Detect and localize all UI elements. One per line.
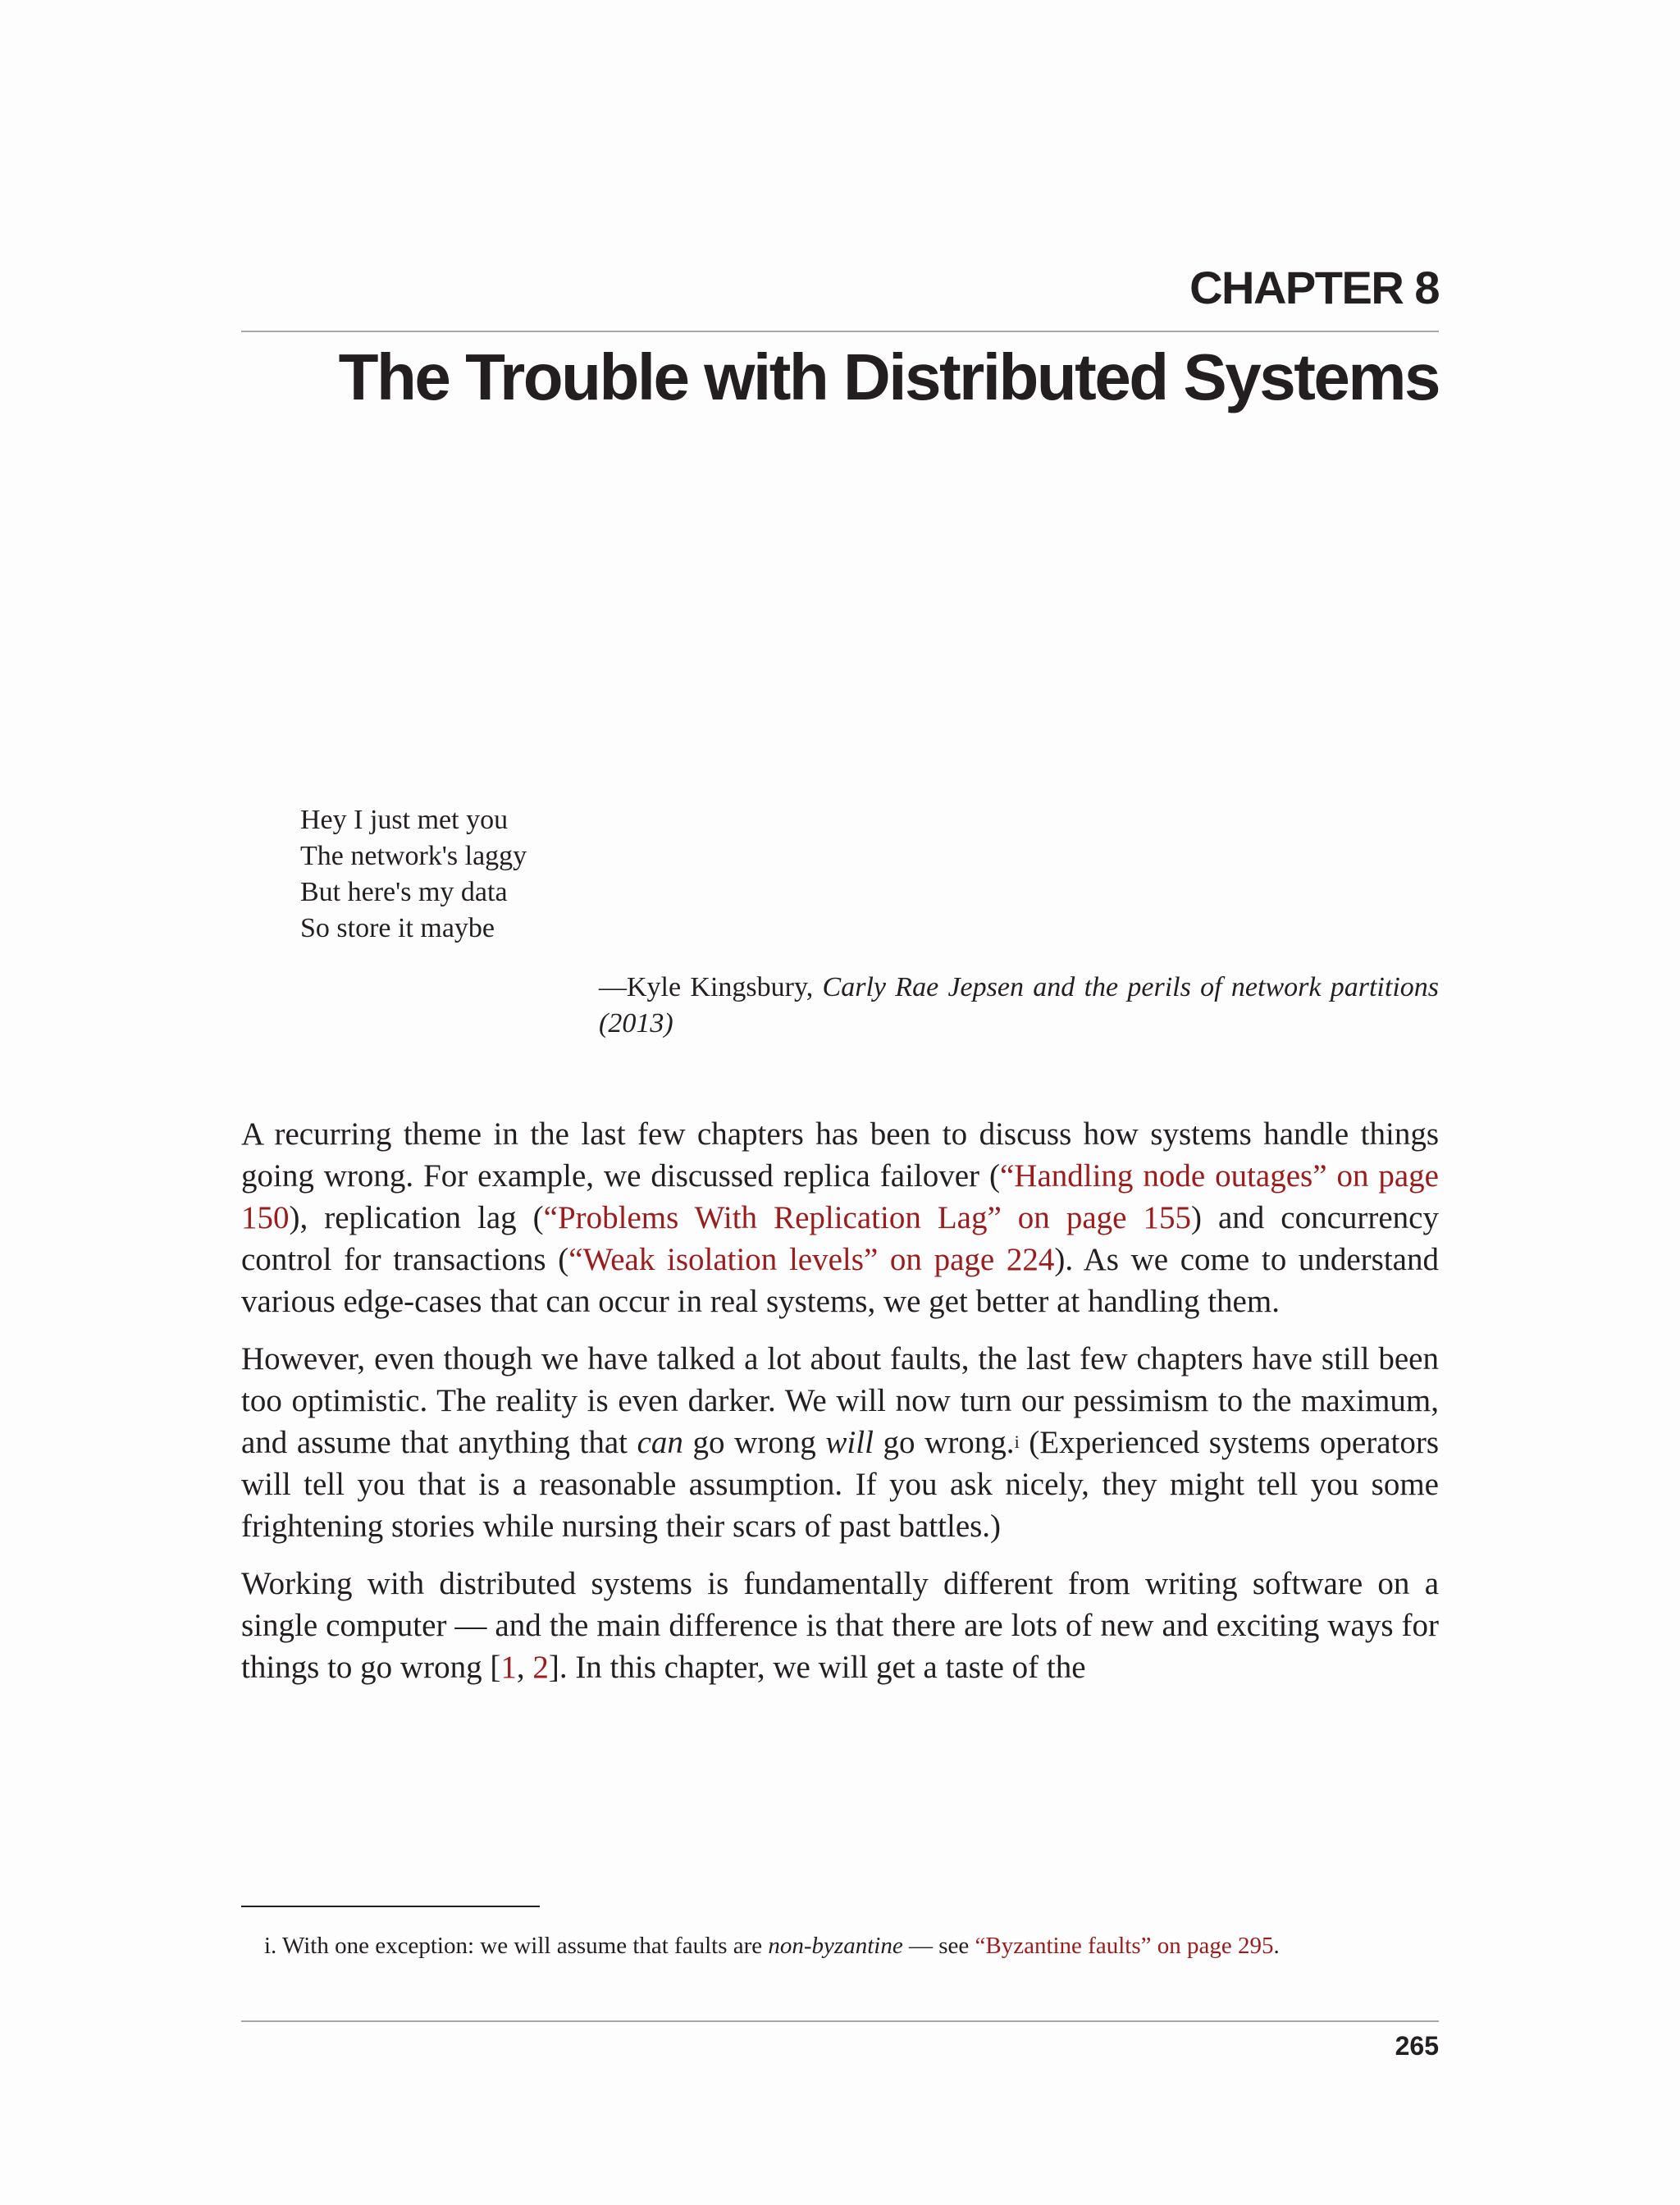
text-run: ) and concurrency control for transactions ( [241,1200,1439,1277]
paragraph-3 [241,1563,1439,1688]
footnote-divider [241,1906,540,1907]
text-run: ). As we come to understand various edge-cases that can occur in real systems, we get better at handling them. [241,1242,1439,1319]
emphasis-will: will [825,1425,874,1460]
text-run: , [516,1650,533,1685]
verse-line: The network's laggy [300,841,527,871]
emphasis-non-byzantine: non-byzantine [768,1933,903,1959]
xref-handling-node-outages[interactable]: “Handling node outages” on page 150 [241,1158,1439,1235]
attribution-title: Carly Rae Jepsen and the perils of network partitions (2013) [599,972,1439,1039]
text-run: With one exception: we will assume that faults are [276,1933,769,1959]
emphasis-can: can [637,1425,683,1460]
citation-2[interactable]: 2 [532,1650,549,1685]
verse-line: But here's my data [300,877,508,907]
text-run: ), replication lag ( [289,1200,544,1235]
text-run: ]. In this chapter, we will get a taste of the [548,1650,1086,1685]
xref-byzantine-faults[interactable]: “Byzantine faults” on page 295 [975,1933,1274,1959]
chapter-label: CHAPTER 8 [1189,262,1439,313]
footnote-label: i. [264,1933,277,1959]
verse-line: Hey I just met you [300,805,509,835]
epigraph-attribution [599,970,1439,1042]
text-run: (Experienced systems operators will tell you that is a reasonable assumption. If you ask nicely, they might tell you some frightening stories while nursing their scars of past battles.) [241,1425,1440,1544]
text-run: — see [902,1933,975,1959]
footer-divider [241,2020,1439,2022]
chapter-title: The Trouble with Distributed Systems [338,340,1439,413]
page-number: 265 [1395,2031,1439,2061]
xref-weak-isolation-levels[interactable]: “Weak isolation levels” on page 224 [568,1242,1055,1277]
text-run: However, even though we have talked a lot about faults, the last few chapters have still been too optimistic. The reality is even darker. We will now turn our pessimism to the maximum, and assume that anything that [241,1341,1439,1460]
text-run: . [1273,1933,1280,1959]
citation-1[interactable]: 1 [500,1650,517,1685]
footnote-marker[interactable]: i [1014,1431,1020,1452]
body-text [241,1113,1439,1704]
text-run: go wrong. [873,1425,1015,1460]
attribution-author: —Kyle Kingsbury, [599,972,823,1002]
footnote [264,1930,1445,1961]
epigraph-verse [300,802,1440,947]
xref-replication-lag[interactable]: “Problems With Replication Lag” on page 155 [543,1200,1191,1235]
paragraph-2 [241,1338,1439,1547]
verse-line: So store it maybe [300,913,495,943]
chapter-divider [241,331,1439,332]
text-run: go wrong [682,1425,826,1460]
paragraph-1 [241,1113,1439,1322]
epigraph [300,802,1440,1042]
text-run: Working with distributed systems is fundamentally different from writing software on a single computer — and the main difference is that there are lots of new and exciting ways for things to go wrong [ [241,1566,1439,1685]
text-run: A recurring theme in the last few chapters has been to discuss how systems handle things going wrong. For example, we discussed replica failover ( [241,1116,1439,1194]
